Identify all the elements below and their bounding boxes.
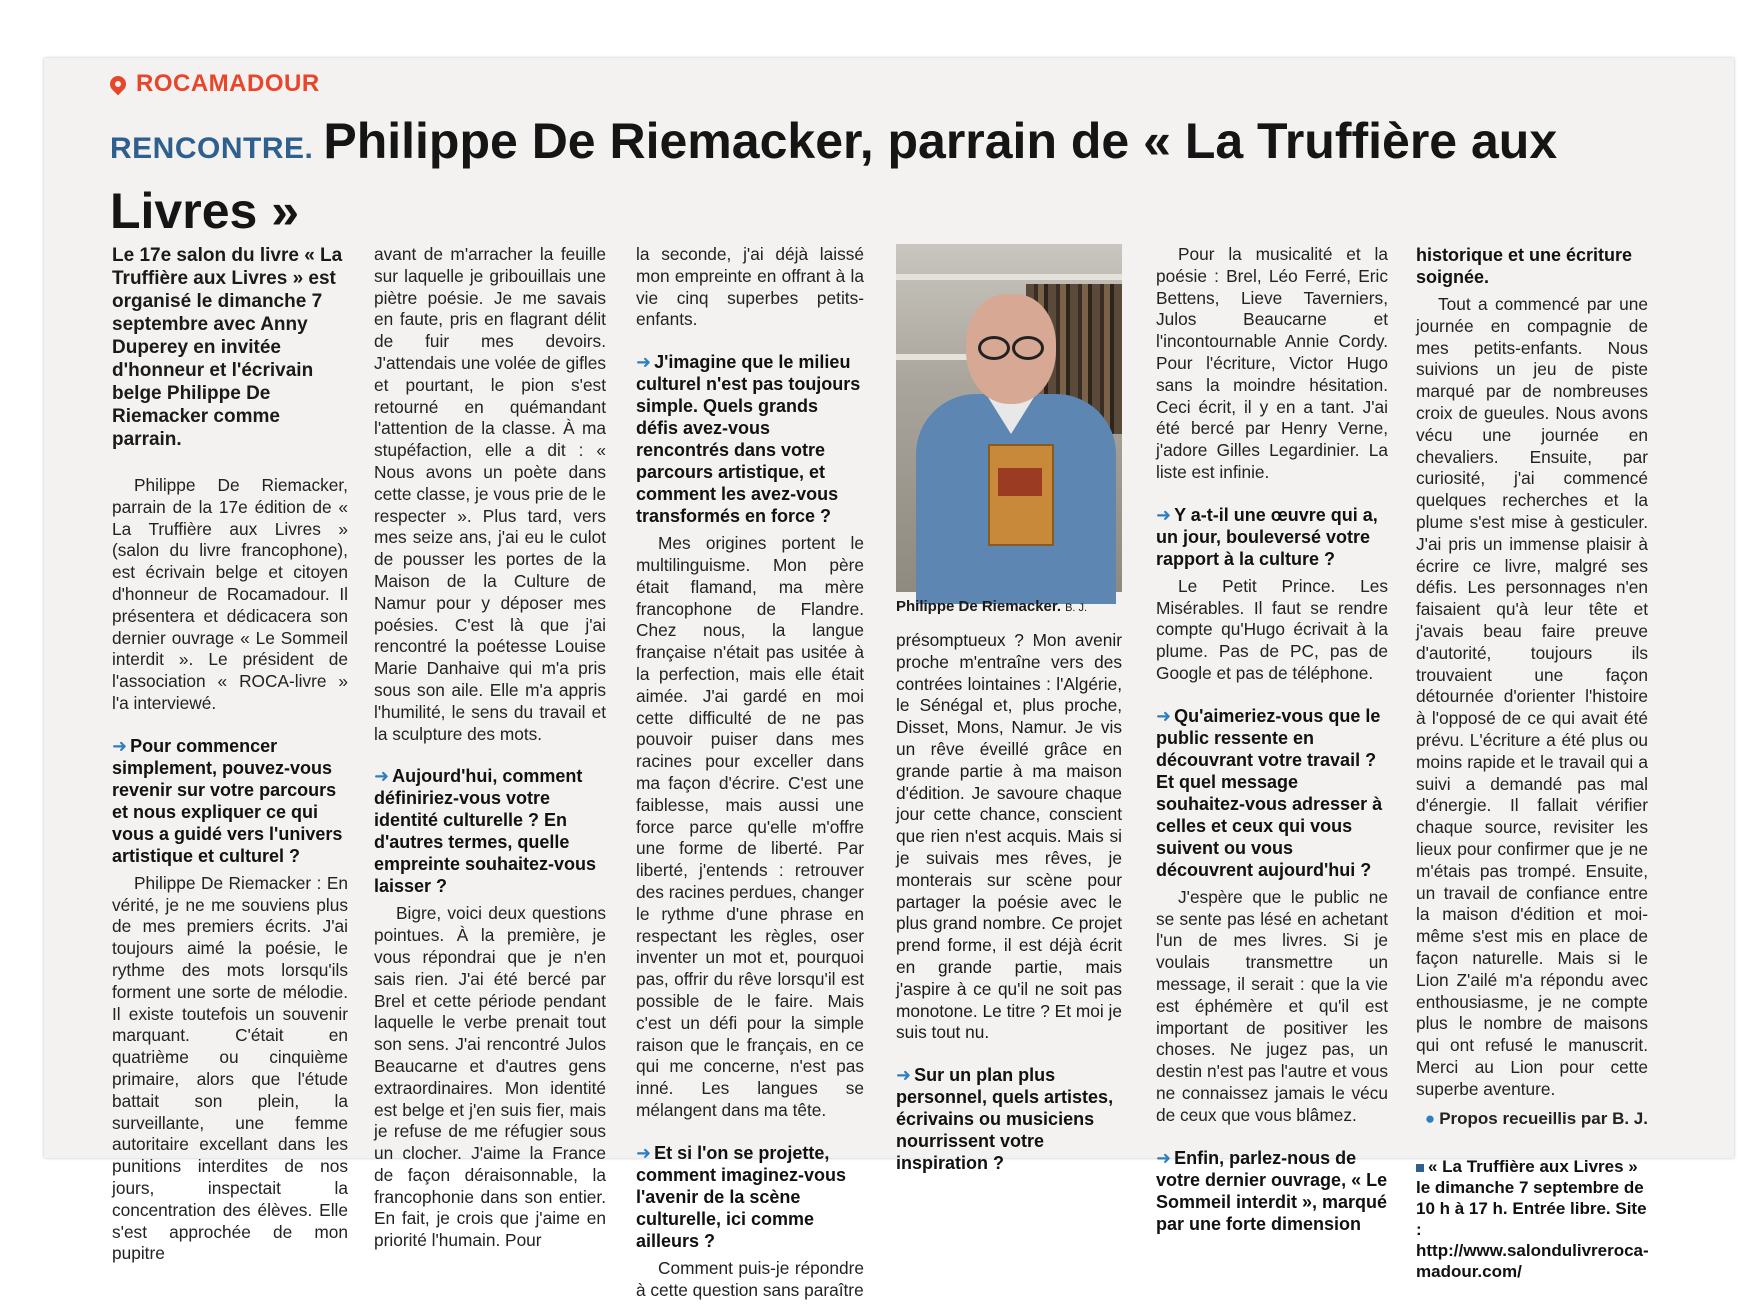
author-photo (896, 244, 1122, 592)
event-info: « La Truffière aux Livres » le dimanche 7 septembre de 10 h à 17 h. Entrée libre. Site : http://www.salondulivreroca-madour.com/ (1416, 1157, 1649, 1282)
question-1: ➜ Pour commencer simplement, pouvez-vous revenir sur votre parcours et nous expliquer ce qui vous a guidé vers l'univers artistique et culturel ? (112, 735, 343, 866)
question-3: ➜ J'imagine que le milieu culturel n'est pas toujours simple. Quels grands défis avez-vous rencontrés dans votre parcours artistique, et comment les avez-vous transformés en force ? (636, 352, 861, 527)
arrow-right-icon: ➜ (896, 1065, 912, 1086)
held-book (988, 444, 1054, 546)
answer-4: Comment puis-je répondre à cette question sans paraître (636, 1257, 864, 1300)
arrow-right-icon: ➜ (1156, 504, 1172, 525)
question-8: ➜ Enfin, parlez-nous de votre dernier ouvrage, « Le Sommeil interdit », marqué par une forte dimension (1156, 1147, 1388, 1234)
intro-paragraph: Philippe De Riemacker, parrain de la 17e édition de « La Truffière aux Livres » (salon du livre francophone), est écrivain belge et citoyen d'honneur de Rocamadour. Il présentera et dédicacera son dernier ouvrage « Le Sommeil interdit ». Le président de l'association « ROCA-livre » l'a interviewé. (112, 475, 348, 713)
section-location (110, 70, 320, 98)
column-4 (896, 630, 1122, 1180)
headline-kicker: RENCONTRE. (110, 132, 314, 165)
answer-4b: présomptueux ? Mon avenir proche m'entraîne vers des contrées lointaines : l'Algérie, le Sénégal et, plus proche, Disset, Mons, Namur. Je vis un rêve éveillé grâce en grande partie à ma maison d'édition. Je savoure chaque jour cette chance, conscient que rien n'est acquis. Mais si je suivais mes rêves, je monterais sur scène pour partager la poésie avec le plus grand nombre. Ce projet prend forme, il est déjà écrit en grande partie, mais j'aspire à ce qu'il ne soit pas monotone. Le titre ? Et moi je suis tout nu. (896, 630, 1122, 1043)
location-label: ROCAMADOUR (136, 70, 320, 97)
answer-6: Le Petit Prince. Les Misérables. Il faut se rendre compte qu'Hugo écrivait à la plume. Pas de PC, pas de Google et pas de téléphone. (1156, 575, 1388, 683)
article-lead: Le 17e salon du livre « La Truffière aux Livres » est organisé le dimanche 7 septembre avec Anny Duperey en invitée d'honneur et l'écrivain belge Philippe De Riemacker comme parrain. (112, 245, 343, 450)
answer-1a: Philippe De Riemacker : En vérité, je ne me souviens plus de mes premiers écrits. J'ai toujours aimé la poésie, le rythme des mots lorsqu'ils forment une sorte de mélodie. Il existe toutefois un souvenir marquant. C'était en quatrième ou cinquième primaire, alors que l'étude battait son plein, la surveillante, une femme autoritaire excellant dans les punitions interdites de nos jours, inspectait la concentration des élèves. Elle s'est approchée de mon pupitre (112, 872, 348, 1264)
arrow-right-icon: ➜ (374, 766, 390, 787)
photo-caption: Philippe De Riemacker. B. J. (896, 598, 1088, 615)
question-6: ➜ Y a-t-il une œuvre qui a, un jour, bouleversé votre rapport à la culture ? (1156, 504, 1378, 569)
bookshelf (896, 274, 1122, 280)
arrow-right-icon: ➜ (1156, 705, 1172, 726)
answer-2: Bigre, voici deux questions pointues. À la première, je vous répondrai que je n'en sais rien. J'ai été bercé par Brel et cette période pendant laquelle le verbe prenait tout son sens. J'ai rencontré Julos Beaucarne et d'autres gens extraordinaires. Mon identité est belge et j'en suis fier, mais je refuse de me réfugier sous un clocher. J'aime la France de façon déraisonnable, la francophonie dans son entier. En fait, je crois que j'aime en priorité l'humain. Pour (374, 903, 606, 1251)
answer-8: Tout a commencé par une journée en compagnie de mes petits-enfants. Nous suivions un jeu de piste marqué par de nombreuses croix de gueules. Nous avons vécu une journée en chevaliers. Ensuite, par curiosité, j'ai commencé quelques recherches et la plume s'est mise à gesticuler. J'ai pris un immense plaisir à écrire ce livre, malgré ses défis. Les personnages n'en faisaient qu'à leur tête et j'avais beau faire preuve d'autorité, toujours ils trouvaient une façon détournée d'orienter l'histoire à l'opposé de ce qui avait été prévu. L'écriture a été plus ou moins rapide et le travail qui a suivi a demandé pas mal d'énergie. Il fallait vérifier chaque source, revisiter les lieux pour confirmer que je ne m'étais pas trompé. Ensuite, un travail de confiance entre la maison d'édition et moi-même s'est mis en place de façon naturelle. Mais si le Lion Z'ailé m'a répondu avec enthousiasme, je ne compte plus le nombre de maisons qui ont refusé le manuscrit. Merci au Lion pour cette superbe aventure. (1416, 294, 1648, 1099)
answer-3: Mes origines portent le multilinguisme. Mon père était flamand, ma mère francophone de Flandre. Chez nous, la langue française n'était pas usitée à la perfection, mais elle était aimée. J'ai gardé en moi cette difficulté de ne pas pouvoir puiser dans mes racines pour exceller dans ma façon d'écrire. C'est une faiblesse, mais aussi une force parce qu'elle m'offre une forme de liberté. Par liberté, j'entends : retrouver des racines perdues, changer le rythme d'une phrase en respectant les règles, oser inventer un mot et, pourquoi pas, offrir du rêve lorsqu'il est possible de le faire. Mais c'est un défi pour la simple raison que le français, en ce qui me concerne, n'est pas inné. Les langues se mélangent dans ma tête. (636, 533, 864, 1120)
arrow-right-icon: ➜ (112, 735, 128, 756)
arrow-right-icon: ➜ (636, 1142, 652, 1163)
column-6 (1416, 244, 1648, 1282)
bullet-icon: ● (1424, 1109, 1436, 1129)
signature: ● Propos recueillis par B. J. (1424, 1109, 1648, 1129)
headline-title: Philippe De Riemacker, parrain de « La Truffière aux Livres » (110, 113, 1558, 239)
newspaper-clipping (44, 58, 1734, 1300)
answer-5: Pour la musicalité et la poésie : Brel, Léo Ferré, Eric Bettens, Lieve Taverniers, Julos Beaucarne et l'incontournable Annie Cordy. Pour l'écriture, Victor Hugo sans la moindre hésitation. Ceci écrit, il y en a tant. J'ai été bercé par Henry Verne, j'adore Gilles Legardinier. La liste est infinie. (1156, 244, 1388, 482)
arrow-right-icon: ➜ (636, 352, 652, 373)
column-1 (112, 244, 348, 1273)
question-5: ➜ Sur un plan plus personnel, quels artistes, écrivains ou musiciens nourrissent votre inspiration ? (896, 1065, 1114, 1174)
answer-1b: avant de m'arracher la feuille sur laquelle je gribouillais une piètre poésie. Je me savais en faute, pris en flagrant délit de fuir mes devoirs. J'attendais une volée de gifles et pourtant, le pion s'est retourné en quémandant l'attention de la classe. À ma stupéfaction, elle a dit : « Nous avons un poète dans cette classe, je vous prie de le respecter ». Plus tard, vers mes seize ans, j'ai eu le culot de pousser les portes de la Maison de la Culture de Namur pour y déposer mes poésies. C'est là que j'ai rencontré la poétesse Louise Marie Danhaive qui m'a pris sous son aile. Elle m'a appris l'humilité, le sens du travail et la sculpture des mots. (374, 244, 606, 744)
question-7: ➜ Qu'aimeriez-vous que le public ressente en découvrant votre travail ? Et quel message souhaitez-vous adresser à celles et ceux qui vous suivent ou vous découvrent aujourd'hui ? (1156, 705, 1383, 880)
arrow-right-icon: ➜ (1156, 1147, 1172, 1168)
square-bullet-icon (1416, 1164, 1424, 1172)
photo-credit: B. J. (1065, 602, 1088, 614)
map-pin-icon (107, 73, 130, 96)
question-2: ➜ Aujourd'hui, comment définiriez-vous votre identité culturelle ? En d'autres termes, quelle empreinte souhaitez-vous laisser ? (374, 766, 597, 897)
question-8-continued: historique et une écriture soignée. (1416, 245, 1633, 287)
question-4: ➜ Et si l'on se projette, comment imaginez-vous l'avenir de la scène culturelle, ici comme ailleurs ? (636, 1142, 847, 1251)
article-headline (110, 110, 1670, 242)
column-2 (374, 244, 606, 1260)
glasses-icon (978, 336, 1044, 354)
column-5 (1156, 244, 1388, 1241)
answer-7: J'espère que le public ne se sente pas lésé en achetant l'un de mes livres. Si je voulais transmettre un message, il serait : que la vie est éphémère et qu'il est important de positiver les choses. Ne jugez pas, un destin n'est pas l'autre et vous ne connaissez jamais le vécu de ceux que vous blâmez. (1156, 886, 1388, 1125)
answer-2b: la seconde, j'ai déjà laissé mon empreinte en offrant à la vie cinq superbes petits-enfants. (636, 244, 864, 330)
column-3 (636, 244, 864, 1309)
